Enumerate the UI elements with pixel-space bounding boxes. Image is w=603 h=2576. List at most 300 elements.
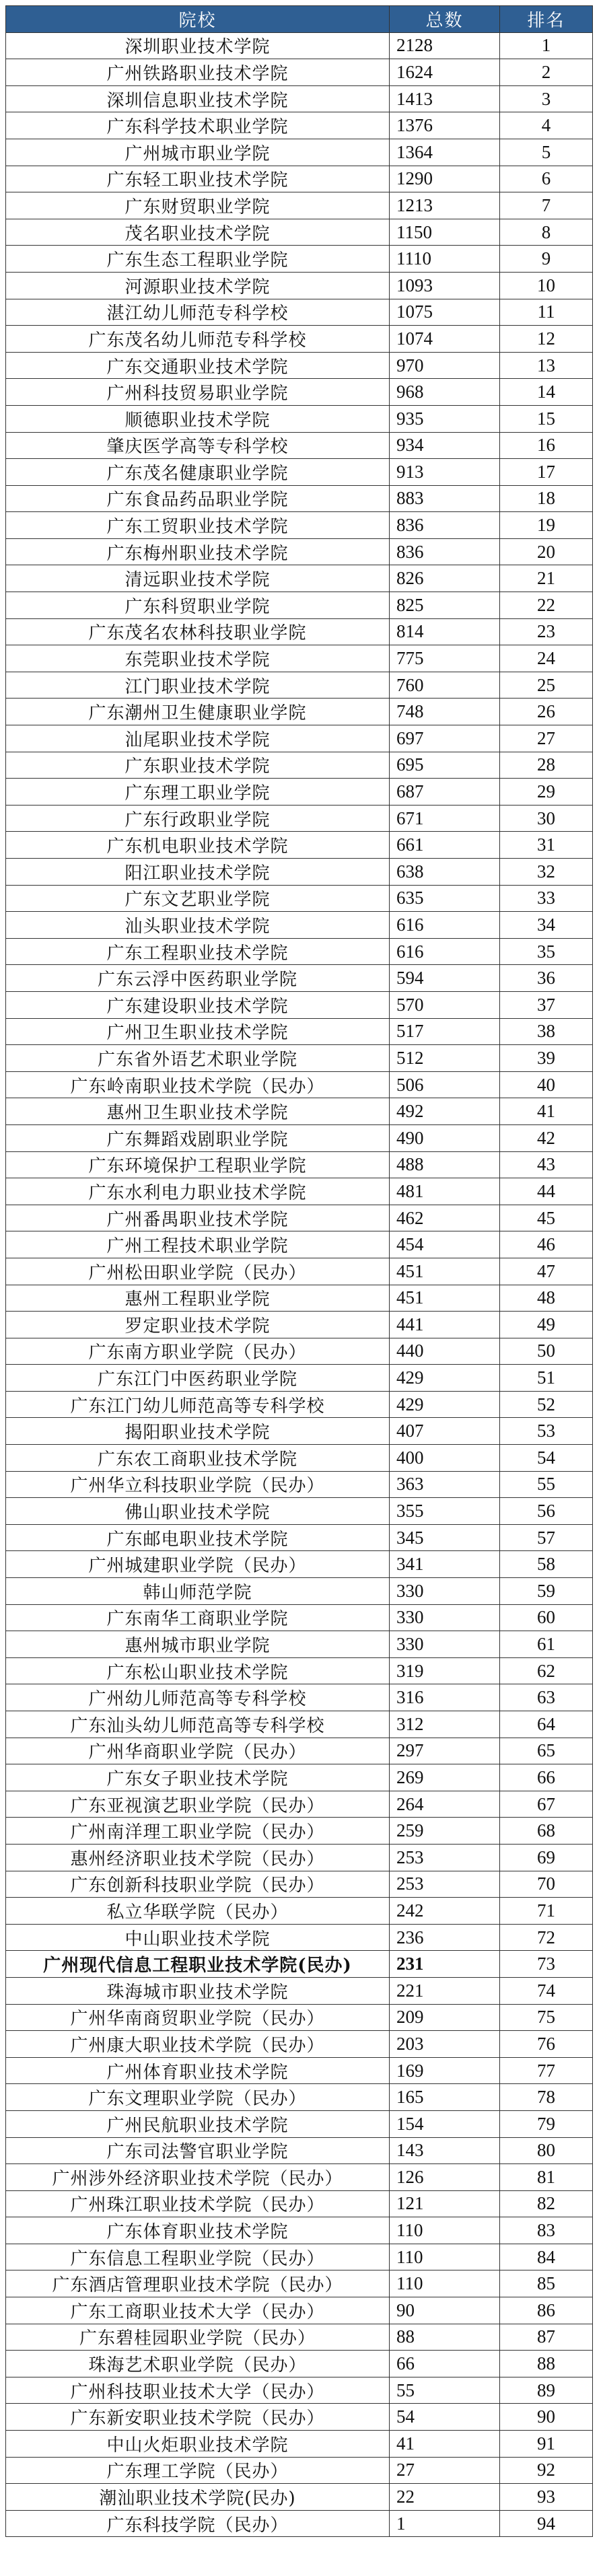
rank-cell: 31 (500, 832, 593, 859)
school-cell: 深圳信息职业技术学院 (6, 85, 390, 112)
table-row (6, 2457, 593, 2484)
total-cell: 231 (390, 1951, 500, 1978)
total-cell: 836 (390, 512, 500, 539)
total-cell: 451 (390, 1258, 500, 1285)
table-row (6, 1631, 593, 1658)
school-cell: 广州华南商贸职业学院（民办） (6, 2004, 390, 2031)
rank-cell: 17 (500, 459, 593, 486)
total-cell: 429 (390, 1391, 500, 1418)
table-row (6, 2031, 593, 2058)
table-row (6, 2137, 593, 2164)
table-row (6, 326, 593, 353)
rank-cell: 49 (500, 1312, 593, 1338)
total-cell: 826 (390, 565, 500, 592)
table-row (6, 405, 593, 432)
total-cell: 110 (390, 2217, 500, 2244)
total-cell: 55 (390, 2377, 500, 2404)
total-cell: 760 (390, 672, 500, 699)
rank-cell: 2 (500, 59, 593, 86)
table-row (6, 2217, 593, 2244)
school-cell: 珠海城市职业技术学院 (6, 1977, 390, 2004)
school-cell: 广州城市职业学院 (6, 139, 390, 166)
school-cell: 广东轻工职业技术学院 (6, 166, 390, 192)
total-cell: 22 (390, 2484, 500, 2511)
table-row (6, 1738, 593, 1764)
rank-cell: 55 (500, 1471, 593, 1498)
table-row (6, 805, 593, 832)
total-cell: 236 (390, 1924, 500, 1951)
table-row (6, 2110, 593, 2137)
rank-cell: 20 (500, 538, 593, 565)
rank-cell: 77 (500, 2057, 593, 2084)
school-cell: 广东生态工程职业学院 (6, 246, 390, 273)
table-row (6, 1312, 593, 1338)
total-cell: 330 (390, 1578, 500, 1605)
rank-cell: 57 (500, 1524, 593, 1551)
total-cell: 345 (390, 1524, 500, 1551)
rank-cell: 56 (500, 1498, 593, 1525)
table-row (6, 1098, 593, 1125)
total-cell: 638 (390, 859, 500, 886)
school-cell: 广东邮电职业技术学院 (6, 1524, 390, 1551)
total-cell: 968 (390, 379, 500, 406)
table-row (6, 1018, 593, 1045)
table-row (6, 2057, 593, 2084)
school-cell: 广州工程技术职业学院 (6, 1231, 390, 1258)
table-row (6, 699, 593, 725)
total-cell: 454 (390, 1231, 500, 1258)
school-cell: 广东江门中医药职业学院 (6, 1365, 390, 1392)
school-cell: 广东理工学院（民办） (6, 2457, 390, 2484)
rank-cell: 79 (500, 2110, 593, 2137)
rank-cell: 6 (500, 166, 593, 192)
rank-cell: 65 (500, 1738, 593, 1764)
school-cell: 广州珠江职业技术学院（民办） (6, 2190, 390, 2217)
total-cell: 1074 (390, 326, 500, 353)
total-cell: 697 (390, 725, 500, 752)
rank-cell: 68 (500, 1818, 593, 1845)
total-cell: 264 (390, 1791, 500, 1818)
rank-cell: 10 (500, 272, 593, 299)
table-row (6, 192, 593, 219)
table-row (6, 1471, 593, 1498)
table-row (6, 219, 593, 246)
rank-cell: 86 (500, 2297, 593, 2324)
rank-cell: 21 (500, 565, 593, 592)
table-row (6, 1178, 593, 1205)
school-cell: 广州幼儿师范高等专科学校 (6, 1684, 390, 1711)
total-cell: 462 (390, 1205, 500, 1231)
school-cell: 广东财贸职业学院 (6, 192, 390, 219)
school-cell: 广州科技贸易职业学院 (6, 379, 390, 406)
school-cell: 顺德职业技术学院 (6, 405, 390, 432)
rank-cell: 37 (500, 991, 593, 1018)
rank-cell: 81 (500, 2164, 593, 2191)
table-row (6, 512, 593, 539)
rank-cell: 27 (500, 725, 593, 752)
table-row (6, 1524, 593, 1551)
school-cell: 江门职业技术学院 (6, 672, 390, 699)
total-cell: 242 (390, 1898, 500, 1925)
rank-cell: 41 (500, 1098, 593, 1125)
school-cell: 东莞职业技术学院 (6, 645, 390, 672)
total-cell: 54 (390, 2404, 500, 2431)
table-row (6, 1338, 593, 1365)
table-row (6, 2324, 593, 2351)
table-row (6, 459, 593, 486)
table-row (6, 1365, 593, 1392)
total-cell: 616 (390, 938, 500, 965)
table-row (6, 2484, 593, 2511)
school-cell: 惠州卫生职业技术学院 (6, 1098, 390, 1125)
table-row (6, 246, 593, 273)
school-cell: 广东信息工程职业学院（民办） (6, 2244, 390, 2270)
total-cell: 1093 (390, 272, 500, 299)
rank-cell: 11 (500, 299, 593, 326)
total-cell: 355 (390, 1498, 500, 1525)
table-row (6, 1898, 593, 1925)
rank-cell: 32 (500, 859, 593, 886)
rank-cell: 59 (500, 1578, 593, 1605)
rank-cell: 54 (500, 1445, 593, 1472)
school-cell: 阳江职业技术学院 (6, 859, 390, 886)
total-cell: 913 (390, 459, 500, 486)
school-cell: 惠州城市职业学院 (6, 1631, 390, 1658)
table-row (6, 59, 593, 86)
total-cell: 836 (390, 538, 500, 565)
school-cell: 广东科贸职业学院 (6, 592, 390, 619)
school-cell: 广东酒店管理职业技术学院（民办） (6, 2270, 390, 2297)
total-cell: 490 (390, 1124, 500, 1151)
header-school: 院校 (6, 6, 390, 33)
rank-cell: 30 (500, 805, 593, 832)
rank-cell: 58 (500, 1551, 593, 1578)
school-cell: 广州城建职业学院（民办） (6, 1551, 390, 1578)
school-cell: 广州民航职业技术学院 (6, 2110, 390, 2137)
rank-cell: 64 (500, 1711, 593, 1738)
total-cell: 316 (390, 1684, 500, 1711)
school-cell: 广州涉外经济职业技术学院（民办） (6, 2164, 390, 2191)
school-cell: 广东汕头幼儿师范高等专科学校 (6, 1711, 390, 1738)
school-cell: 广东科技学院（民办） (6, 2510, 390, 2537)
rank-cell: 85 (500, 2270, 593, 2297)
rank-cell: 69 (500, 1844, 593, 1871)
rank-cell: 92 (500, 2457, 593, 2484)
rank-cell: 93 (500, 2484, 593, 2511)
school-cell: 广东文理职业学院（民办） (6, 2084, 390, 2111)
table-row (6, 885, 593, 912)
rank-cell: 63 (500, 1684, 593, 1711)
table-row (6, 139, 593, 166)
school-cell: 广东建设职业技术学院 (6, 991, 390, 1018)
rank-cell: 71 (500, 1898, 593, 1925)
table-row (6, 991, 593, 1018)
header-row (6, 6, 593, 33)
total-cell: 126 (390, 2164, 500, 2191)
table-row (6, 432, 593, 459)
table-row (6, 592, 593, 619)
table-row (6, 538, 593, 565)
total-cell: 169 (390, 2057, 500, 2084)
table-row (6, 112, 593, 139)
total-cell: 312 (390, 1711, 500, 1738)
rank-cell: 1 (500, 32, 593, 59)
total-cell: 814 (390, 618, 500, 645)
table-row (6, 1844, 593, 1871)
school-cell: 湛江幼儿师范专科学校 (6, 299, 390, 326)
school-cell: 广东新安职业技术学院（民办） (6, 2404, 390, 2431)
table-row (6, 565, 593, 592)
total-cell: 488 (390, 1151, 500, 1178)
school-cell: 广东食品药品职业学院 (6, 485, 390, 512)
rank-cell: 12 (500, 326, 593, 353)
rank-cell: 75 (500, 2004, 593, 2031)
school-cell: 广东工商职业技术大学（民办） (6, 2297, 390, 2324)
total-cell: 110 (390, 2244, 500, 2270)
school-cell: 广东创新科技职业学院（民办） (6, 1871, 390, 1898)
total-cell: 492 (390, 1098, 500, 1125)
header-rank: 排名 (500, 6, 593, 33)
table-row (6, 912, 593, 939)
table-row (6, 2510, 593, 2537)
rank-cell: 43 (500, 1151, 593, 1178)
rank-cell: 24 (500, 645, 593, 672)
table-row (6, 2244, 593, 2270)
school-cell: 中山职业技术学院 (6, 1924, 390, 1951)
school-cell: 广东岭南职业技术学院（民办） (6, 1071, 390, 1098)
school-cell: 广州铁路职业技术学院 (6, 59, 390, 86)
table-row (6, 2351, 593, 2377)
school-cell: 潮汕职业技术学院(民办) (6, 2484, 390, 2511)
rank-cell: 76 (500, 2031, 593, 2058)
total-cell: 687 (390, 779, 500, 806)
table-row (6, 1498, 593, 1525)
rank-cell: 88 (500, 2351, 593, 2377)
rank-cell: 18 (500, 485, 593, 512)
rank-cell: 26 (500, 699, 593, 725)
school-cell: 广东体育职业技术学院 (6, 2217, 390, 2244)
school-cell: 广东舞蹈戏剧职业学院 (6, 1124, 390, 1151)
total-cell: 253 (390, 1844, 500, 1871)
school-cell: 广州卫生职业技术学院 (6, 1018, 390, 1045)
table-row (6, 779, 593, 806)
table-row (6, 1205, 593, 1231)
rank-cell: 34 (500, 912, 593, 939)
table-row (6, 1124, 593, 1151)
school-cell: 肇庆医学高等专科学校 (6, 432, 390, 459)
rank-cell: 23 (500, 618, 593, 645)
total-cell: 825 (390, 592, 500, 619)
total-cell: 883 (390, 485, 500, 512)
total-cell: 671 (390, 805, 500, 832)
total-cell: 935 (390, 405, 500, 432)
rank-cell: 15 (500, 405, 593, 432)
header-total: 总数 (390, 6, 500, 33)
total-cell: 253 (390, 1871, 500, 1898)
school-cell: 广东工贸职业技术学院 (6, 512, 390, 539)
table-row (6, 938, 593, 965)
total-cell: 203 (390, 2031, 500, 2058)
rank-cell: 38 (500, 1018, 593, 1045)
rank-cell: 84 (500, 2244, 593, 2270)
table-row (6, 299, 593, 326)
school-cell: 清远职业技术学院 (6, 565, 390, 592)
school-cell: 广东江门幼儿师范高等专科学校 (6, 1391, 390, 1418)
total-cell: 121 (390, 2190, 500, 2217)
school-cell: 广州南洋理工职业学院（民办） (6, 1818, 390, 1845)
school-cell: 河源职业技术学院 (6, 272, 390, 299)
school-cell: 广东文艺职业学院 (6, 885, 390, 912)
table-row (6, 1418, 593, 1445)
rank-cell: 42 (500, 1124, 593, 1151)
total-cell: 1075 (390, 299, 500, 326)
school-cell: 广东理工职业学院 (6, 779, 390, 806)
total-cell: 259 (390, 1818, 500, 1845)
school-cell: 广州松田职业学院（民办） (6, 1258, 390, 1285)
table-row (6, 1445, 593, 1472)
school-cell: 汕头职业技术学院 (6, 912, 390, 939)
rank-cell: 7 (500, 192, 593, 219)
total-cell: 635 (390, 885, 500, 912)
rank-cell: 53 (500, 1418, 593, 1445)
rank-cell: 48 (500, 1285, 593, 1312)
rank-cell: 66 (500, 1764, 593, 1791)
total-cell: 1624 (390, 59, 500, 86)
school-cell: 广东司法警官职业学院 (6, 2137, 390, 2164)
school-cell: 广东亚视演艺职业学院（民办） (6, 1791, 390, 1818)
table-row (6, 1604, 593, 1631)
total-cell: 269 (390, 1764, 500, 1791)
school-cell: 惠州经济职业技术学院（民办） (6, 1844, 390, 1871)
table-row (6, 379, 593, 406)
school-cell: 广州康大职业技术学院（民办） (6, 2031, 390, 2058)
total-cell: 934 (390, 432, 500, 459)
total-cell: 429 (390, 1365, 500, 1392)
total-cell: 330 (390, 1604, 500, 1631)
total-cell: 66 (390, 2351, 500, 2377)
rank-cell: 39 (500, 1045, 593, 1072)
school-cell: 广州科技职业技术大学（民办） (6, 2377, 390, 2404)
rank-cell: 22 (500, 592, 593, 619)
total-cell: 341 (390, 1551, 500, 1578)
school-cell: 广东机电职业技术学院 (6, 832, 390, 859)
rank-cell: 60 (500, 1604, 593, 1631)
rank-cell: 19 (500, 512, 593, 539)
rank-cell: 9 (500, 246, 593, 273)
table-row (6, 1977, 593, 2004)
total-cell: 451 (390, 1285, 500, 1312)
table-row (6, 2297, 593, 2324)
rank-cell: 5 (500, 139, 593, 166)
table-row (6, 485, 593, 512)
total-cell: 407 (390, 1418, 500, 1445)
rank-cell: 16 (500, 432, 593, 459)
total-cell: 363 (390, 1471, 500, 1498)
rank-cell: 52 (500, 1391, 593, 1418)
table-row (6, 272, 593, 299)
rank-cell: 14 (500, 379, 593, 406)
table-row (6, 1951, 593, 1978)
rank-cell: 51 (500, 1365, 593, 1392)
table-row (6, 725, 593, 752)
total-cell: 517 (390, 1018, 500, 1045)
school-cell: 广东科学技术职业学院 (6, 112, 390, 139)
total-cell: 1213 (390, 192, 500, 219)
rank-cell: 94 (500, 2510, 593, 2537)
school-cell: 广东工程职业技术学院 (6, 938, 390, 965)
school-cell: 佛山职业技术学院 (6, 1498, 390, 1525)
school-cell: 惠州工程职业学院 (6, 1285, 390, 1312)
school-cell: 广东省外语艺术职业学院 (6, 1045, 390, 1072)
table-row (6, 1285, 593, 1312)
rank-cell: 89 (500, 2377, 593, 2404)
total-cell: 88 (390, 2324, 500, 2351)
total-cell: 616 (390, 912, 500, 939)
total-cell: 27 (390, 2457, 500, 2484)
table-row (6, 166, 593, 192)
table-row (6, 965, 593, 992)
total-cell: 570 (390, 991, 500, 1018)
rank-cell: 87 (500, 2324, 593, 2351)
total-cell: 221 (390, 1977, 500, 2004)
total-cell: 440 (390, 1338, 500, 1365)
total-cell: 1290 (390, 166, 500, 192)
school-cell: 广东潮州卫生健康职业学院 (6, 699, 390, 725)
school-cell: 广东碧桂园职业学院（民办） (6, 2324, 390, 2351)
school-cell: 广东云浮中医药职业学院 (6, 965, 390, 992)
total-cell: 1110 (390, 246, 500, 273)
school-cell: 广州现代信息工程职业技术学院(民办) (6, 1951, 390, 1978)
rank-cell: 82 (500, 2190, 593, 2217)
school-cell: 广州华立科技职业学院（民办） (6, 1471, 390, 1498)
rank-cell: 83 (500, 2217, 593, 2244)
school-cell: 广东南华工商职业学院 (6, 1604, 390, 1631)
school-cell: 广东交通职业技术学院 (6, 352, 390, 379)
total-cell: 775 (390, 645, 500, 672)
school-cell: 汕尾职业技术学院 (6, 725, 390, 752)
rank-cell: 50 (500, 1338, 593, 1365)
table-row (6, 1684, 593, 1711)
total-cell: 1150 (390, 219, 500, 246)
school-cell: 私立华联学院（民办） (6, 1898, 390, 1925)
table-row (6, 1151, 593, 1178)
table-row (6, 2270, 593, 2297)
ranking-table (5, 5, 593, 2537)
table-row (6, 2190, 593, 2217)
rank-cell: 45 (500, 1205, 593, 1231)
table-row (6, 1258, 593, 1285)
total-cell: 90 (390, 2297, 500, 2324)
total-cell: 400 (390, 1445, 500, 1472)
table-row (6, 645, 593, 672)
rank-cell: 44 (500, 1178, 593, 1205)
total-cell: 695 (390, 752, 500, 779)
total-cell: 481 (390, 1178, 500, 1205)
table-row (6, 1711, 593, 1738)
rank-cell: 40 (500, 1071, 593, 1098)
school-cell: 广东女子职业技术学院 (6, 1764, 390, 1791)
table-row (6, 1231, 593, 1258)
total-cell: 661 (390, 832, 500, 859)
table-row (6, 2377, 593, 2404)
rank-cell: 13 (500, 352, 593, 379)
school-cell: 广东农工商职业技术学院 (6, 1445, 390, 1472)
total-cell: 110 (390, 2270, 500, 2297)
school-cell: 广东行政职业学院 (6, 805, 390, 832)
total-cell: 330 (390, 1631, 500, 1658)
table-row (6, 752, 593, 779)
total-cell: 165 (390, 2084, 500, 2111)
